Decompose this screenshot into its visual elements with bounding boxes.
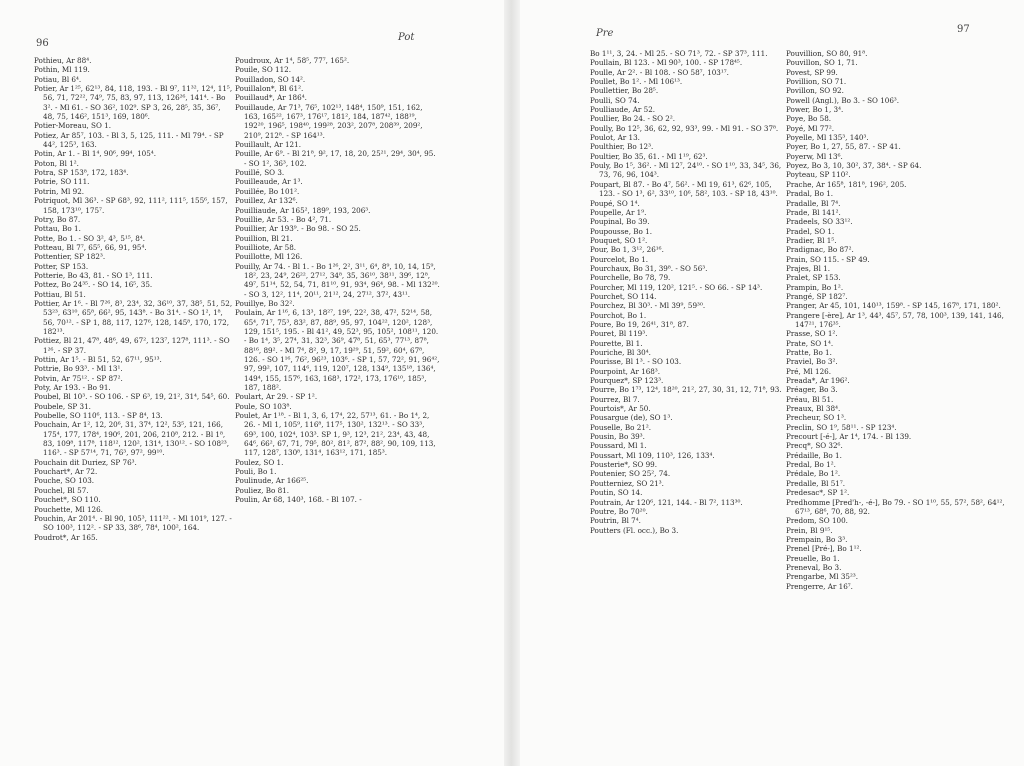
index-entry: Poyé, Ml 77².	[786, 123, 835, 133]
index-entry: Pré, Ml 126.	[786, 366, 832, 376]
index-entry: Poty, Ar 193. - Bo 91.	[34, 383, 111, 393]
index-entry: Pouilleaude, Ar 1³.	[235, 177, 303, 187]
index-entry: Préau, Bl 51.	[786, 394, 834, 404]
index-entry: Povillion, SO 71.	[786, 77, 847, 87]
index-entry: Pouselle, Bo 21².	[590, 422, 652, 432]
index-entry: Pradal, Bo 1.	[786, 189, 834, 199]
index-entry: Pouilladon, SO 14².	[235, 74, 306, 84]
index-entry: Precheur, SO 1³.	[786, 413, 847, 423]
index-entry: Poubel, Bl 10³. - SO 106. - SP 6³, 19, 21², 31⁴, 54⁵, 60.	[34, 392, 230, 402]
index-entry: Pouriche, Bl 30⁴.	[590, 348, 651, 357]
index-entry: Pousterie*, SO 99.	[590, 460, 658, 470]
index-entry: Pouvillon, SO 1, 71.	[786, 58, 858, 68]
index-entry: Pouche, SO 103.	[34, 476, 95, 486]
index-entry: Pouchin, Ar 201⁴. - Bl 90, 105³, 111²². - Ml 101⁹, 127. - SO 100³, 112². - SP 33, 38⁶, 78⁴, 100², 164.	[34, 513, 232, 533]
index-entry: Pratte, Bo 1.	[786, 348, 832, 357]
index-entry: Prangere [-ère], Ar 1³, 44³, 45⁷, 57, 78, 100³, 139, 141, 146, 147²¹, 176³⁵.	[786, 310, 1004, 329]
index-entry: Pothin, Ml 119.	[34, 65, 90, 75]
index-entry: Prangé, SP 182⁷.	[786, 291, 848, 301]
index-entry: Potriquot, Ml 36³. - SP 68³, 92, 111², 111⁵, 155⁶, 157, 158, 173¹⁰, 175⁷.	[34, 196, 228, 215]
index-entry: Pourisse, Bl 1³. - SO 103.	[590, 357, 682, 367]
index-entry: Pouillier, Ar 193⁹. - Bo 98. - SO 25.	[235, 224, 361, 234]
index-entry: Pouillé, SO 3.	[235, 168, 285, 178]
index-entry: Prajes, Bl 1.	[786, 263, 831, 273]
index-entry: Pottiau, Bl 51.	[34, 289, 86, 299]
index-entry: Prédale, Bo 1².	[786, 469, 841, 479]
index-entry: Poultier, Bo 35, 61. - Ml 1¹⁹, 62³.	[590, 151, 708, 161]
index-entry: Pradeels, SO 33¹².	[786, 217, 853, 227]
index-entry: Pouillée, Bo 101².	[235, 186, 300, 196]
index-entry: Pottentier, SP 182³.	[34, 252, 106, 262]
index-entry: Poulthier, Bo 12³.	[590, 142, 654, 152]
index-entry: Pouillez, Ar 132⁶.	[235, 196, 298, 206]
index-entry: Poyelle, Ml 135³, 140³.	[786, 133, 869, 143]
index-entry: Poutters (Fl. occ.), Bo 3.	[590, 525, 679, 535]
index-entry: Pottez, Bo 24³⁵. - SO 14, 16⁵, 35.	[34, 280, 153, 290]
index-entry: Poupinal, Bo 39.	[590, 217, 650, 227]
index-entry: Pouillion, Bl 21.	[235, 233, 293, 243]
index-entry: Pourcher, Ml 119, 120², 121⁵. - SO 66. - SP 14³.	[590, 282, 763, 292]
index-entry: Pouillaud*, Ar 186⁴.	[235, 93, 307, 103]
index-entry: Pousin, Bo 39³.	[590, 432, 645, 442]
index-entry: Preada*, Ar 196².	[786, 376, 850, 386]
index-entry: Pourchez, Bl 30³. - Ml 39⁹, 59³⁰.	[590, 301, 706, 311]
index-entry: Pouchette, Ml 126.	[34, 504, 103, 514]
index-entry: Predom, SO 100.	[786, 516, 848, 526]
index-entry: Poutrin, Bl 7⁴.	[590, 516, 641, 526]
index-entry: Potin, Ar 1. - Bl 1⁴, 90⁶, 99⁴, 105⁴.	[34, 149, 156, 159]
index-entry: Prengarbe, Ml 35²³.	[786, 572, 859, 582]
index-entry: Potrin, Ml 92.	[34, 186, 85, 196]
index-entry: Pouilliaude, Ar 165², 189⁹, 193, 206³.	[235, 205, 371, 215]
index-entry: Pottiez, Bl 21, 47⁸, 48⁶, 49, 67², 123⁷, 127⁸, 111³. - SO 1²⁶. - SP 37.	[34, 336, 230, 355]
index-entry: Potteau, Bl 7⁷, 65⁵, 66, 91, 95⁴.	[34, 242, 147, 252]
index-entry: Prade, Bl 141².	[786, 207, 841, 217]
index-entry: Powell (Angl.), Bo 3. - SO 106³.	[786, 95, 900, 105]
index-entry: Poye, Bo 58.	[786, 114, 832, 124]
index-entry: Pouillye, Bo 32².	[235, 298, 295, 308]
index-entry: Pourcelot, Bo 1.	[590, 254, 649, 264]
running-head: Pot	[398, 32, 415, 43]
index-entry: Pourquez*, SP 123³.	[590, 376, 664, 386]
index-entry: Poulot, Ar 13.	[590, 133, 640, 143]
index-entry: Pottin, Ar 1⁵. - Bl 51, 52, 67¹¹, 95¹³.	[34, 355, 162, 364]
index-entry: Pouchet*, SO 110.	[34, 495, 101, 505]
index-entry: Pour, Bo 1, 3¹², 26¹⁶.	[590, 245, 664, 255]
index-entry: Poyteau, SP 110².	[786, 170, 851, 180]
index-entry: Pouret, Bl 119³.	[590, 329, 648, 339]
index-entry: Prampin, Bo 1².	[786, 282, 844, 292]
index-entry: Poyer, Bo 1, 27, 55, 87. - SP 41.	[786, 142, 901, 152]
index-entry: Poutin, SO 14.	[590, 488, 643, 498]
index-entry: Pouillie, Ar 53. - Bo 4², 71.	[235, 214, 332, 224]
index-entry: Potterie, Bo 43, 81. - SO 1³, 111.	[34, 270, 153, 280]
index-entry: Predhomme [Pred'h-, -é-], Bo 79. - SO 1¹⁰, 55, 57², 58², 64¹², 67¹³, 68⁶, 70, 88, 92.	[786, 497, 1005, 516]
index-entry: Poule, SO 103⁸.	[235, 401, 292, 411]
index-entry: Poullet, Bo 1². - Ml 106¹³.	[590, 77, 683, 87]
index-entry: Povillon, SO 92.	[786, 86, 844, 96]
index-entry: Predal, Bo 1².	[786, 460, 836, 470]
index-entry: Pourrez, Bl 7.	[590, 394, 640, 404]
index-entry: Poure, Bo 19, 26⁴¹, 31⁸, 87.	[590, 319, 689, 329]
index-entry: Potier, Ar 1²⁵, 62¹³, 84, 118, 193. - Bl 9⁷, 11³², 12⁴, 11⁵, 56, 71, 72²², 74⁹, 75, 83, 97, 113, 126²⁶, 141⁴. - Bo 3². - Ml 61. - SO 36², 102⁹. SP 3, 26, 28⁵, 35, 36⁷, 48, 75, 146², 151³, 169, 180⁶.	[34, 84, 233, 122]
index-entry: Poudrot*, Ar 165.	[34, 532, 98, 542]
index-entry: Poulez, SO 1.	[235, 457, 284, 467]
index-entry: Pouilliote, Ar 58.	[235, 242, 297, 252]
index-entry: Poulle, Ar 2². - Bl 108. - SO 58⁷, 103¹⁷.	[590, 67, 729, 77]
index-entry: Pouillalon*, Bl 61².	[235, 84, 304, 94]
index-entry: Pouliez, Bo 81.	[235, 485, 290, 495]
index-entry: Poullain, Bl 123. - Ml 90³, 100. - SP 178⁴⁵.	[590, 58, 743, 68]
index-entry: Pottrie, Bo 93³. - Ml 13¹.	[34, 364, 123, 374]
index-entry: Pouquet, SO 1².	[590, 235, 648, 245]
index-entry: Potrie, SO 111.	[34, 177, 90, 187]
index-entry: Poutre, Bo 70²⁰.	[590, 506, 648, 516]
index-entry: Poudroux, Ar 1⁴, 58⁵, 77⁷, 165².	[235, 56, 350, 65]
index-entry: Poupelle, Ar 1⁹.	[590, 207, 647, 217]
index-entry: Precq*, SO 32⁶.	[786, 441, 843, 451]
index-entry: Poulinude, Ar 166²⁵.	[235, 476, 309, 486]
index-entry: Poussart, Ml 109, 110³, 126, 133⁴.	[590, 450, 715, 460]
index-entry: Predalle, Bl 51⁷.	[786, 478, 846, 488]
index-entry: Poutenier, SO 25², 74.	[590, 469, 671, 479]
index-entry: Prache, Ar 165⁸, 181⁸, 196², 205.	[786, 179, 907, 189]
index-entry: Pottau, Bo 1.	[34, 224, 81, 234]
index-entry: Pourchot, Bo 1.	[590, 310, 647, 320]
index-entry: Poyez, Bo 3, 10, 30², 37, 38⁴. - SP 64.	[786, 161, 922, 171]
index-entry: Praviel, Bo 3².	[786, 357, 838, 367]
index-entry: Pouillault, Ar 121.	[235, 140, 301, 150]
index-entry: Potiez, Ar 85⁷, 103. - Bl 3, 5, 125, 111. - Ml 79⁴. - SP 44², 125³, 163.	[34, 130, 224, 150]
index-column-1	[34, 56, 234, 542]
index-entry: Preneval, Bo 3.	[786, 562, 842, 572]
index-entry: Poullettier, Bo 28⁵.	[590, 86, 659, 96]
index-entry: Preuelle, Bo 1.	[786, 553, 840, 563]
index-entry: Poulart, Ar 29. - SP 1².	[235, 392, 318, 402]
index-entry: Pranger, Ar 45, 101, 140¹³, 159⁸. - SP 145, 167⁸, 171, 180².	[786, 301, 1001, 311]
index-entry: Pralet, SP 153.	[786, 273, 841, 283]
index-entry: Pouly, Bo 1⁵, 36². - Ml 12⁷, 24¹⁰. - SO 1¹⁰, 33, 34⁵, 36, 73, 76, 96, 104³.	[590, 161, 782, 180]
index-entry: Pradalle, Bl 7⁴.	[786, 198, 841, 208]
running-head: Pre	[596, 28, 614, 39]
index-entry: Prempain, Bo 3³.	[786, 534, 848, 544]
index-entry: Pothieu, Ar 88⁴.	[34, 56, 92, 65]
index-entry: Potry, Bo 87.	[34, 214, 81, 224]
index-entry: Pouillaude, Ar 71³, 76⁵, 102¹³, 148⁴, 150⁹, 151, 162, 163, 165²², 167³, 176¹⁷, 181², 184, 187⁴², 188¹⁹, 192²⁰, 196⁵, 198⁴⁰, 199²⁸, 203², 207⁸, 208³⁹, 209², 210⁹, 212⁸. - SP 164¹³.	[235, 102, 423, 140]
index-entry: Pourette, Bl 1.	[590, 338, 643, 348]
index-entry: Prengerre, Ar 16⁷.	[786, 581, 853, 591]
index-entry: Prédaille, Bo 1.	[786, 450, 842, 460]
index-entry: Power, Bo 1, 3⁴.	[786, 105, 844, 115]
index-column-2	[786, 49, 1012, 591]
index-entry: Poupart, Bl 87. - Bo 4⁷, 56². - Ml 19, 61³, 62⁶, 105, 123. - SO 1³, 6², 33¹⁰, 10⁶, 58², 103. - SP 18, 43¹⁰.	[590, 179, 778, 199]
index-entry: Pourchelle, Bo 78, 79.	[590, 273, 671, 283]
index-entry: Bo 1¹¹, 3, 24. - Ml 25. - SO 71³, 72. - SP 37³, 111.	[590, 49, 768, 58]
index-entry: Pourre, Bo 1⁷³, 12⁴, 18²⁰, 21², 27, 30, 31, 12, 71⁸, 93.	[590, 385, 782, 395]
index-entry: Predesac*, SP 1².	[786, 488, 850, 498]
book-gutter	[504, 0, 520, 766]
index-entry: Poullier, Bo 24. - SO 2².	[590, 114, 676, 124]
index-entry: Pourchaux, Bo 31, 39⁸. - SO 56³.	[590, 263, 708, 273]
index-column-2	[235, 56, 440, 505]
index-entry: Prein, Bl 9¹⁵.	[786, 525, 833, 535]
index-entry: Pouile, SO 112.	[235, 65, 292, 75]
index-entry: Pradignac, Bo 87².	[786, 245, 854, 255]
index-entry: Prain, SO 115. - SP 49.	[786, 254, 870, 264]
index-entry: Prate, SO 1⁴.	[786, 338, 834, 348]
index-entry: Poton, Bl 1².	[34, 158, 79, 168]
index-entry: Poulin, Ar 68, 140³, 168. - Bl 107. -	[235, 495, 362, 505]
index-entry: Potte, Bo 1. - SO 3², 4³, 5¹⁵, 8⁴.	[34, 233, 146, 243]
index-entry: Pouchart*, Ar 72.	[34, 467, 98, 477]
index-entry: Pouchel, Bl 57.	[34, 485, 89, 495]
index-entry: Pouli, Bo 1.	[235, 467, 277, 477]
index-entry: Prasse, SO 1².	[786, 329, 838, 339]
index-entry: Pourchet, SO 114.	[590, 291, 657, 301]
index-column-1	[590, 49, 784, 535]
index-entry: Poubelle, SO 110⁶, 113. - SP 8⁴, 13.	[34, 411, 163, 421]
index-entry: Poupé, SO 1⁴.	[590, 198, 640, 208]
index-entry: Poutterniez, SO 21³.	[590, 478, 664, 488]
index-entry: Poully, Bo 12⁵, 36, 62, 92, 93³, 99. - Ml 91. - SO 37⁸.	[590, 123, 779, 133]
index-entry: Pouchain dit Duriez, SP 76³.	[34, 457, 137, 467]
index-entry: Poussard, Ml 1.	[590, 441, 647, 451]
index-entry: Precourt [-é-], Ar 1⁴, 174. - Bl 139.	[786, 432, 912, 442]
index-entry: Povest, SP 99.	[786, 67, 838, 77]
index-entry: Potter, SP 153.	[34, 261, 89, 271]
index-entry: Poupousse, Bo 1.	[590, 226, 653, 236]
index-entry: Preclin, SO 1⁹, 58¹¹. - SP 123⁴.	[786, 422, 897, 432]
index-entry: Pottier, Ar 1⁶. - Bl 7²⁶, 8³, 23⁴, 32, 36¹⁰, 37, 38⁵, 51, 52, 53²³, 63¹⁰, 65⁸, 66², 95, 143⁸. - Bo 31⁴. - SO 1², 1⁸, 56, 70¹². - SP 1, 88, 117, 127⁶, 128, 145⁸, 170, 172, 182¹³.	[34, 298, 233, 336]
index-entry: Poulet, Ar 1¹⁸. - Bl 1, 3, 6, 17⁴, 22, 57¹³, 61. - Bo 1⁴, 2, 26. - Ml 1, 105⁹, 116⁸, 117⁵, 130², 132¹³. - SO 33³, 69³, 100, 102⁴, 103³. SP 1, 9³, 12³, 21², 23⁴, 43, 48, 64⁶, 66², 67, 71, 79⁵, 80², 81², 87², 88², 90, 109, 113, 117, 128⁷, 130⁸, 131⁴, 163¹², 171, 185³.	[235, 411, 436, 458]
index-entry: Pradier, Bl 1⁵.	[786, 235, 837, 245]
page-number: 97	[957, 24, 970, 35]
index-entry: Pourpoint, Ar 168³.	[590, 366, 661, 376]
index-entry: Potra, SP 153⁸, 172, 183⁴.	[34, 168, 129, 178]
index-entry: Pouilly, Ar 74. - Bl 1. - Bo 1²⁶, 2², 3¹¹, 6⁴, 8⁹, 10, 14, 15⁹, 18², 23, 24⁹, 26²², 27¹², 34⁸, 35, 36¹⁰, 38¹¹, 39⁶, 12⁸, 49⁷, 51¹⁴, 52, 54, 71, 81¹⁰, 91, 93⁴, 96⁴, 98. - Ml 132²⁰. - SO 3, 12², 11⁴, 20¹¹, 21¹², 24, 27¹², 37², 43¹¹.	[235, 261, 440, 299]
index-entry: Prenel [Pré-], Bo 1¹².	[786, 544, 862, 554]
index-entry: Potier-Moreau, SO 1.	[34, 121, 111, 131]
index-entry: Préager, Bo 3.	[786, 385, 838, 395]
index-entry: Pradel, SO 1.	[786, 226, 835, 236]
page-number: 96	[36, 38, 49, 49]
index-entry: Pouvillion, SO 80, 91⁸.	[786, 49, 868, 58]
index-entry: Pourtois*, Ar 50.	[590, 404, 651, 414]
right-page	[520, 0, 1024, 766]
index-entry: Pouille, Ar 6⁹. - Bl 21⁸, 9², 17, 18, 20, 25²¹, 29⁴, 30⁴, 95. - SO 1², 36³, 102.	[235, 149, 436, 168]
index-entry: Pouillotte, Ml 126.	[235, 252, 303, 262]
index-entry: Potiau, Bl 6⁴.	[34, 74, 82, 84]
index-entry: Poyerw, Ml 13⁶.	[786, 151, 843, 161]
index-entry: Poulli, SO 74.	[590, 95, 640, 105]
index-entry: Potvin, Ar 75¹². - SP 87².	[34, 373, 123, 383]
index-entry: Pouchain, Ar 1², 12, 20⁶, 31, 37⁴, 12², 53⁵, 121, 166, 175⁴, 177, 178⁴, 190⁶, 201, 206, 210⁸, 212. - Bl 1⁸, 83, 109⁸, 117⁸, 118¹², 120², 131⁴, 130¹². - SO 108²³, 116³. - SP 57¹⁴, 71, 76³, 97², 99¹⁰.	[34, 420, 230, 458]
index-entry: Preaux, Bl 38⁴.	[786, 404, 841, 414]
index-entry: Poubele, SP 31.	[34, 401, 91, 411]
index-entry: Pousargue (de), SO 1³.	[590, 413, 673, 423]
index-entry: Poutrain, Ar 120⁶, 121, 144. - Bl 7², 113³⁰.	[590, 497, 743, 507]
left-page	[0, 0, 504, 766]
index-entry: Poulain, Ar 1¹⁶, 6, 13³, 18²⁷, 19⁶, 22², 38, 47², 52¹⁴, 58, 65⁴, 71⁷, 75³, 83², 87, 88⁹, 95, 97, 104²², 120², 128³, 129, 151⁵, 195. - Bl 41², 49, 52³, 95, 105², 108¹¹, 120. - Bo 1⁴, 3⁵, 27⁴, 31, 32³, 36⁹, 47⁸, 51, 65³, 77¹³, 87⁸, 88¹⁶, 89². - Ml 7⁴, 8², 9, 17, 19²⁹, 51, 59², 60⁴, 67⁸, 126. - SO 1¹⁶, 76², 96²³, 103⁶. - SP 1, 57, 72², 91, 96⁴², 97, 99², 107, 114⁶, 119, 120⁷, 128, 134⁹, 135¹⁸, 136⁴, 149⁴, 155, 157⁶, 163, 168³, 172², 173, 176¹⁰, 185³, 187, 188².	[235, 308, 440, 393]
index-entry: Poulliaude, Ar 52.	[590, 105, 656, 115]
